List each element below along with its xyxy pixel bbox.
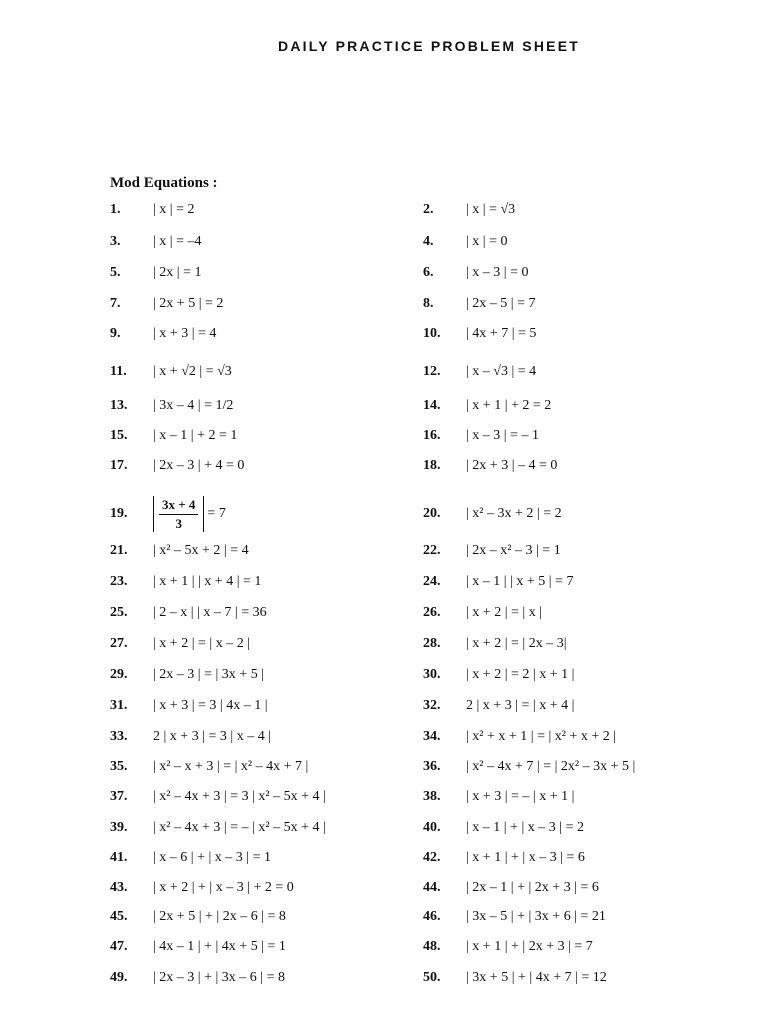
problem-number: 47. <box>110 939 128 954</box>
fraction-denominator: 3 <box>175 515 182 531</box>
problem-item <box>110 362 232 382</box>
problem-item <box>110 878 294 898</box>
problem-item <box>110 456 244 476</box>
section-heading: Mod Equations : <box>110 175 218 191</box>
problem-number: 41. <box>110 850 128 865</box>
problem-equation: | x² – 5x + 2 | = 4 <box>153 543 249 558</box>
problem-equation: | 2x – 3 | = | 3x + 5 | <box>153 667 265 682</box>
problem-equation: | x + 1 | + 2 = 2 <box>466 398 552 413</box>
problem-item <box>423 396 551 416</box>
problem-number: 20. <box>423 506 441 521</box>
problem-equation: | x | = √3 <box>466 202 516 217</box>
problem-item <box>110 572 261 592</box>
problem-equation: | 3x – 5 | + | 3x + 6 | = 21 <box>466 909 606 924</box>
problem-equation: | x + 3 | = – | x + 1 | <box>466 789 575 804</box>
problem-number: 39. <box>110 820 128 835</box>
problem-item <box>423 541 561 561</box>
problem-item <box>110 294 223 314</box>
problem-number: 16. <box>423 428 441 443</box>
problem-item <box>423 665 574 685</box>
problem-number: 21. <box>110 543 128 558</box>
problem-item <box>423 727 616 747</box>
problem-equation: | 2x – 3 | + | 3x – 6 | = 8 <box>153 970 286 985</box>
problem-number: 13. <box>110 398 128 413</box>
problem-item <box>110 818 326 838</box>
absolute-fraction <box>153 496 204 532</box>
problem-item <box>423 324 536 344</box>
problem-number: 38. <box>423 789 441 804</box>
problem-equation: | x – 1 | + | x – 3 | = 2 <box>466 820 585 835</box>
problem-item <box>110 787 326 807</box>
problem-equation: | x + 1 | | x + 4 | = 1 <box>153 574 262 589</box>
problem-number: 15. <box>110 428 128 443</box>
problem-number: 8. <box>423 296 434 311</box>
problem-number: 48. <box>423 939 441 954</box>
problem-item <box>423 263 529 283</box>
problem-equation: | x – 6 | + | x – 3 | = 1 <box>153 850 272 865</box>
problem-number: 1. <box>110 202 121 217</box>
problem-number: 19. <box>110 506 128 521</box>
problem-item <box>110 396 233 416</box>
problem-item <box>423 787 574 807</box>
problem-number: 50. <box>423 970 441 985</box>
problem-equation: | x² – 4x + 7 | = | 2x² – 3x + 5 | <box>466 759 636 774</box>
problem-equation: | x – 3 | = – 1 <box>466 428 540 443</box>
problem-item <box>423 426 539 446</box>
problem-equation: | x² – x + 3 | = | x² – 4x + 7 | <box>153 759 309 774</box>
problem-equation: | 2x | = 1 <box>153 265 202 280</box>
problem-equation: | x + 2 | = | 2x – 3| <box>466 636 567 651</box>
problem-item <box>423 878 599 898</box>
problem-equation: | x + 1 | + | x – 3 | = 6 <box>466 850 585 865</box>
problem-item <box>110 603 267 623</box>
problem-equation: | 3x + 5 | + | 4x + 7 | = 12 <box>466 970 607 985</box>
problem-equation: | x | = 2 <box>153 202 195 217</box>
problem-item <box>423 200 515 220</box>
problem-equation: | 2 – x | | x – 7 | = 36 <box>153 605 267 620</box>
problem-item <box>423 968 607 988</box>
problem-item <box>423 572 574 592</box>
problem-number: 24. <box>423 574 441 589</box>
problem-number: 2. <box>423 202 434 217</box>
problem-number: 28. <box>423 636 441 651</box>
problem-item <box>423 232 508 252</box>
problem-equation: | x – √3 | = 4 <box>466 364 537 379</box>
problem-number: 43. <box>110 880 128 895</box>
problem-item <box>423 696 574 716</box>
problem-number: 18. <box>423 458 441 473</box>
problem-equation: | x + 2 | = 2 | x + 1 | <box>466 667 575 682</box>
problem-item <box>110 426 237 446</box>
problem-equation: | x + 2 | = | x – 2 | <box>153 636 251 651</box>
problem-number: 42. <box>423 850 441 865</box>
problem-item <box>423 757 635 777</box>
problem-item <box>110 727 271 747</box>
problem-number: 7. <box>110 296 121 311</box>
problem-item <box>110 665 264 685</box>
problem-item <box>110 907 286 927</box>
problem-equation: | x + √2 | = √3 <box>153 364 232 379</box>
problem-item <box>423 504 562 524</box>
problem-equation: 2 | x + 3 | = | x + 4 | <box>466 698 575 713</box>
problem-equation: | 2x + 5 | + | 2x – 6 | = 8 <box>153 909 286 924</box>
problem-item <box>110 496 226 531</box>
problem-item <box>423 294 536 314</box>
problem-equation: | x² – 4x + 3 | = 3 | x² – 5x + 4 | <box>153 789 326 804</box>
problem-equation: | x² – 3x + 2 | = 2 <box>466 506 562 521</box>
problem-equation: | x² – 4x + 3 | = – | x² – 5x + 4 | <box>153 820 326 835</box>
problem-equation: | 4x + 7 | = 5 <box>466 326 537 341</box>
fraction <box>159 497 198 532</box>
problem-number: 22. <box>423 543 441 558</box>
problem-item <box>110 200 195 220</box>
problem-number: 11. <box>110 364 127 379</box>
problem-number: 44. <box>423 880 441 895</box>
problem-equation: | x² + x + 1 | = | x² + x + 2 | <box>466 729 617 744</box>
problem-item <box>423 362 536 382</box>
problem-number: 32. <box>423 698 441 713</box>
problem-equation: = 7 <box>207 506 226 521</box>
problem-equation: | 2x – 5 | = 7 <box>466 296 536 311</box>
problem-item <box>110 968 285 988</box>
problem-equation: 2 | x + 3 | = 3 | x – 4 | <box>153 729 272 744</box>
problem-equation: | 3x – 4 | = 1/2 <box>153 398 234 413</box>
problem-equation: | 4x – 1 | + | 4x + 5 | = 1 <box>153 939 286 954</box>
problem-equation: | 2x – 3 | + 4 = 0 <box>153 458 245 473</box>
problem-number: 10. <box>423 326 441 341</box>
problem-item <box>110 232 202 252</box>
problem-number: 12. <box>423 364 441 379</box>
problem-equation: | 2x + 5 | = 2 <box>153 296 224 311</box>
problem-equation: | x – 3 | = 0 <box>466 265 529 280</box>
problem-equation: | x + 3 | = 3 | 4x – 1 | <box>153 698 268 713</box>
problem-number: 23. <box>110 574 128 589</box>
problem-equation: | x + 2 | + | x – 3 | + 2 = 0 <box>153 880 294 895</box>
problem-equation: | x + 2 | = | x | <box>466 605 543 620</box>
problem-equation: | x – 1 | + 2 = 1 <box>153 428 238 443</box>
problem-item <box>110 324 216 344</box>
problem-item <box>110 937 286 957</box>
problem-item <box>110 634 250 654</box>
problem-number: 40. <box>423 820 441 835</box>
problem-equation: | x + 3 | = 4 <box>153 326 217 341</box>
problem-number: 31. <box>110 698 128 713</box>
problem-number: 35. <box>110 759 128 774</box>
problem-equation: | 2x – 1 | + | 2x + 3 | = 6 <box>466 880 599 895</box>
problem-item <box>110 848 271 868</box>
problem-item <box>423 848 585 868</box>
problem-number: 34. <box>423 729 441 744</box>
problem-number: 27. <box>110 636 128 651</box>
problem-number: 3. <box>110 234 121 249</box>
fraction-numerator: 3x + 4 <box>159 497 198 515</box>
problem-item <box>423 818 584 838</box>
problem-item <box>110 263 202 283</box>
problem-number: 30. <box>423 667 441 682</box>
problem-item <box>423 634 567 654</box>
problem-number: 14. <box>423 398 441 413</box>
problem-equation: | 2x – x² – 3 | = 1 <box>466 543 561 558</box>
problem-equation: | x + 1 | + | 2x + 3 | = 7 <box>466 939 593 954</box>
problem-item <box>110 757 308 777</box>
problem-number: 26. <box>423 605 441 620</box>
problem-item <box>110 541 249 561</box>
problem-item <box>423 456 557 476</box>
problem-equation: | x | = 0 <box>466 234 508 249</box>
problem-item <box>423 603 542 623</box>
problem-item <box>423 907 606 927</box>
problem-number: 45. <box>110 909 128 924</box>
problem-item <box>423 937 593 957</box>
problem-number: 49. <box>110 970 128 985</box>
problem-number: 25. <box>110 605 128 620</box>
problem-number: 29. <box>110 667 128 682</box>
problem-number: 37. <box>110 789 128 804</box>
sheet-title: DAILY PRACTICE PROBLEM SHEET <box>278 38 580 54</box>
problem-number: 6. <box>423 265 434 280</box>
problem-equation: | x | = –4 <box>153 234 202 249</box>
problem-number: 46. <box>423 909 441 924</box>
problem-number: 4. <box>423 234 434 249</box>
problem-number: 17. <box>110 458 128 473</box>
problem-equation: | x – 1 | | x + 5 | = 7 <box>466 574 574 589</box>
problem-number: 9. <box>110 326 121 341</box>
problem-number: 33. <box>110 729 128 744</box>
problem-number: 5. <box>110 265 121 280</box>
problem-equation: | 2x + 3 | – 4 = 0 <box>466 458 558 473</box>
problem-number: 36. <box>423 759 441 774</box>
problem-item <box>110 696 268 716</box>
